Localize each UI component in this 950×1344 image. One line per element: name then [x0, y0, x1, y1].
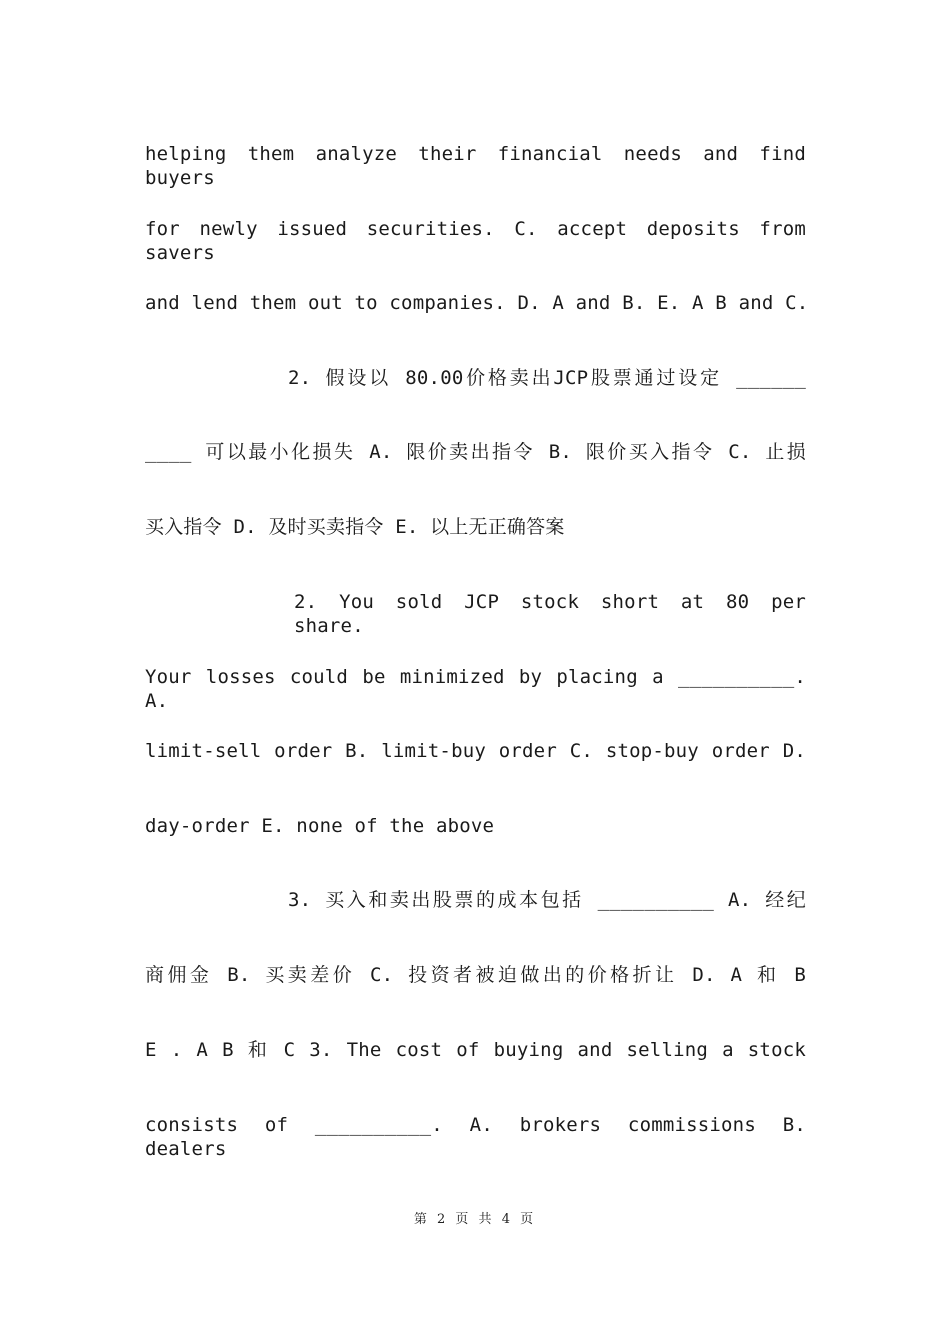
- text-line: 商佣金 B. 买卖差价 C. 投资者被迫做出的价格折让 D. A 和 B: [145, 964, 806, 986]
- page-number-footer: 第 2 页 共 4 页: [413, 1212, 537, 1227]
- text-line: 买入指令 D. 及时买卖指令 E. 以上无正确答案: [145, 516, 565, 538]
- question-2-cn-start: 2. 假设以 80.00价格卖出JCP股票通过设定 ______: [288, 367, 806, 389]
- text-line: consists of __________. A. brokers commissions B. dealers: [145, 1114, 806, 1160]
- text-line: E . A B 和 C 3. The cost of buying and selling a stock: [145, 1039, 806, 1061]
- question-3-cn-start: 3. 买入和卖出股票的成本包括 __________ A. 经纪: [288, 889, 806, 911]
- text-line: limit-sell order B. limit-buy order C. stop-buy order D.: [145, 740, 806, 762]
- text-line: and lend them out to companies. D. A and B. E. A B and C.: [145, 292, 809, 314]
- question-2-en-start: 2. You sold JCP stock short at 80 per share.: [294, 591, 806, 637]
- text-line: for newly issued securities. C. accept deposits from savers: [145, 218, 806, 264]
- text-line: Your losses could be minimized by placing a __________. A.: [145, 666, 806, 712]
- text-line: helping them analyze their financial needs and find buyers: [145, 143, 806, 189]
- text-line: day-order E. none of the above: [145, 815, 495, 837]
- text-line: ____ 可以最小化损失 A. 限价卖出指令 B. 限价买入指令 C. 止损: [145, 441, 806, 463]
